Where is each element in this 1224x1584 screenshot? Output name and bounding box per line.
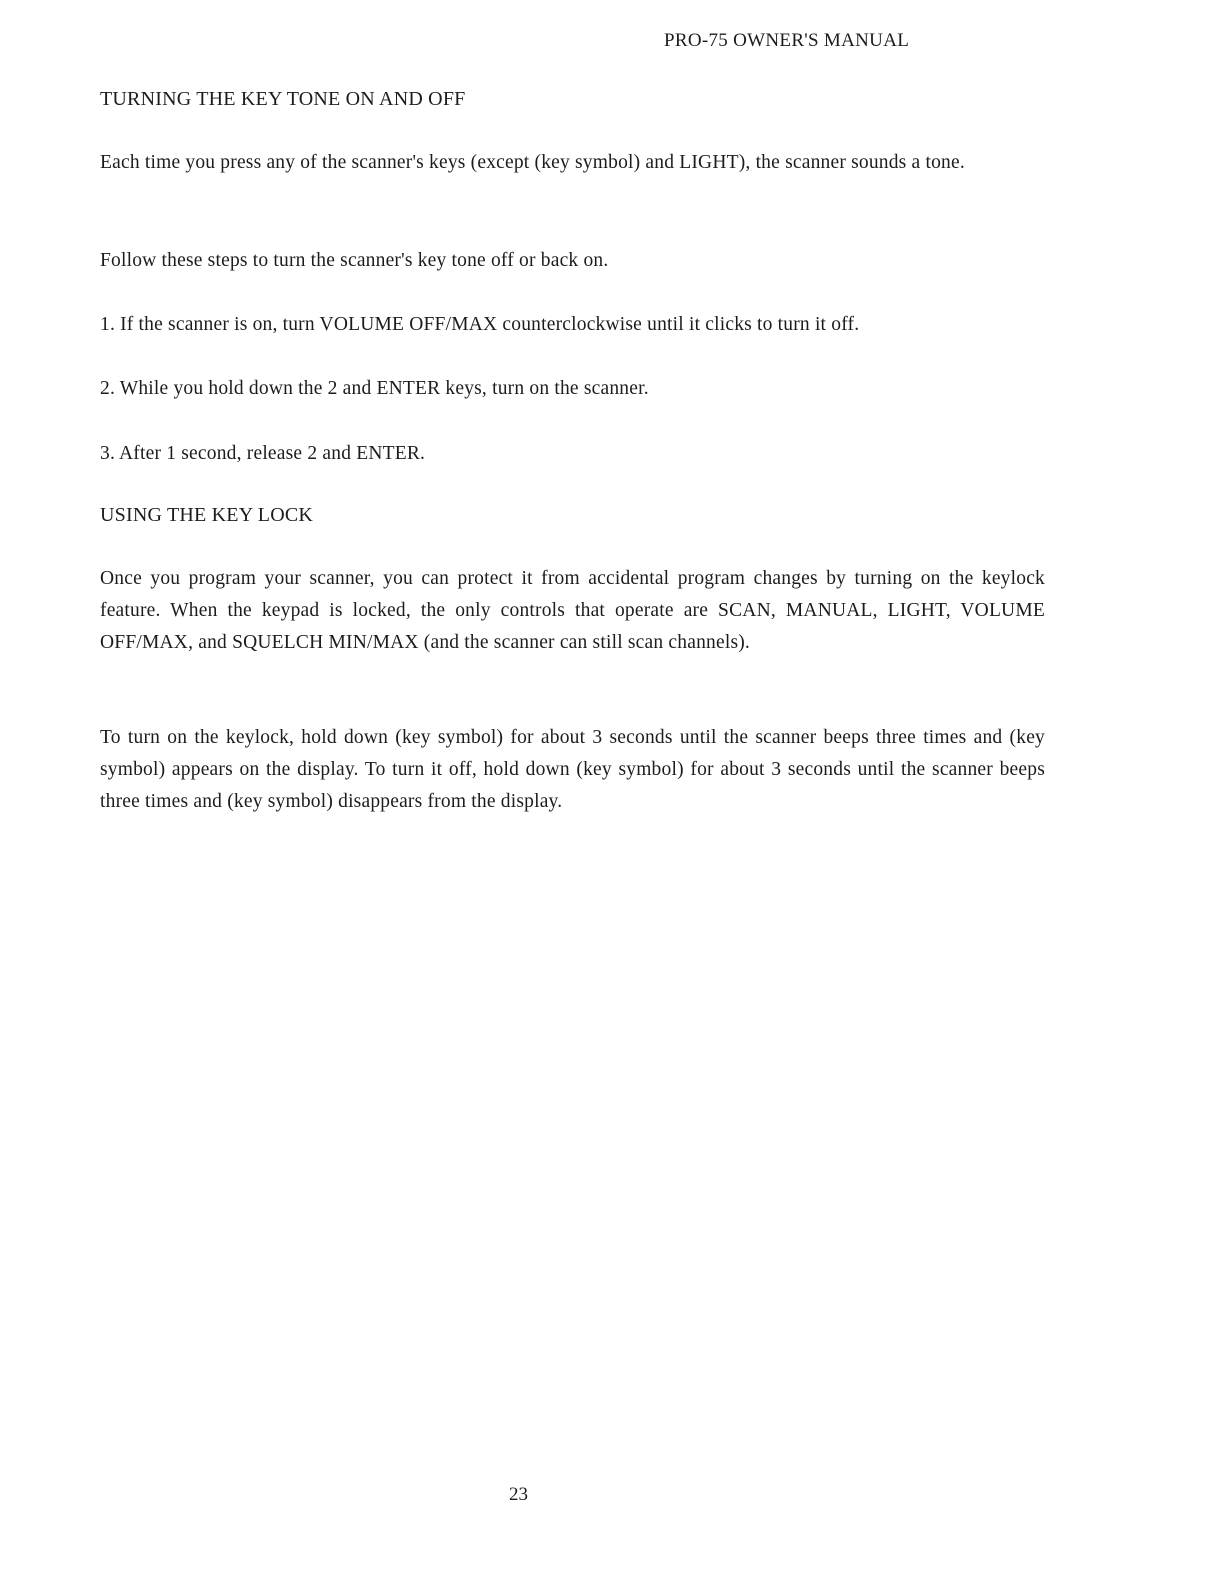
step-1: 1. If the scanner is on, turn VOLUME OFF/MAX counterclockwise until it clicks to turn it off. [100,314,860,335]
step-2: 2. While you hold down the 2 and ENTER keys, turn on the scanner. [100,378,649,399]
step-3: 3. After 1 second, release 2 and ENTER. [100,443,426,464]
paragraph-key-lock-instructions: To turn on the keylock, hold down (key symbol) for about 3 seconds until the scanner beeps three times and (key symbol) appears on the display. To turn it off, hold down (key symbol) for about 3 seconds until the scanner beeps three times and (key symbol) disappears from the display. [100,727,1045,812]
section-heading-key-lock: USING THE KEY LOCK [100,504,314,526]
page-number: 23 [509,1484,528,1505]
paragraph-key-tone-steps-intro: Follow these steps to turn the scanner's key tone off or back on. [100,250,609,271]
paragraph-key-lock-intro: Once you program your scanner, you can protect it from accidental program changes by turning on the keylock feature. When the keypad is locked, the only controls that operate are SCAN, MANUAL, LIGHT, VOLUME OFF/MAX, and SQUELCH MIN/MAX (and the scanner can still scan channels). [100,568,1045,653]
paragraph-key-tone-intro: Each time you press any of the scanner's keys (except (key symbol) and LIGHT), the scanner sounds a tone. [100,152,965,173]
section-heading-key-tone: TURNING THE KEY TONE ON AND OFF [100,88,466,110]
running-header: PRO-75 OWNER'S MANUAL [664,30,910,51]
